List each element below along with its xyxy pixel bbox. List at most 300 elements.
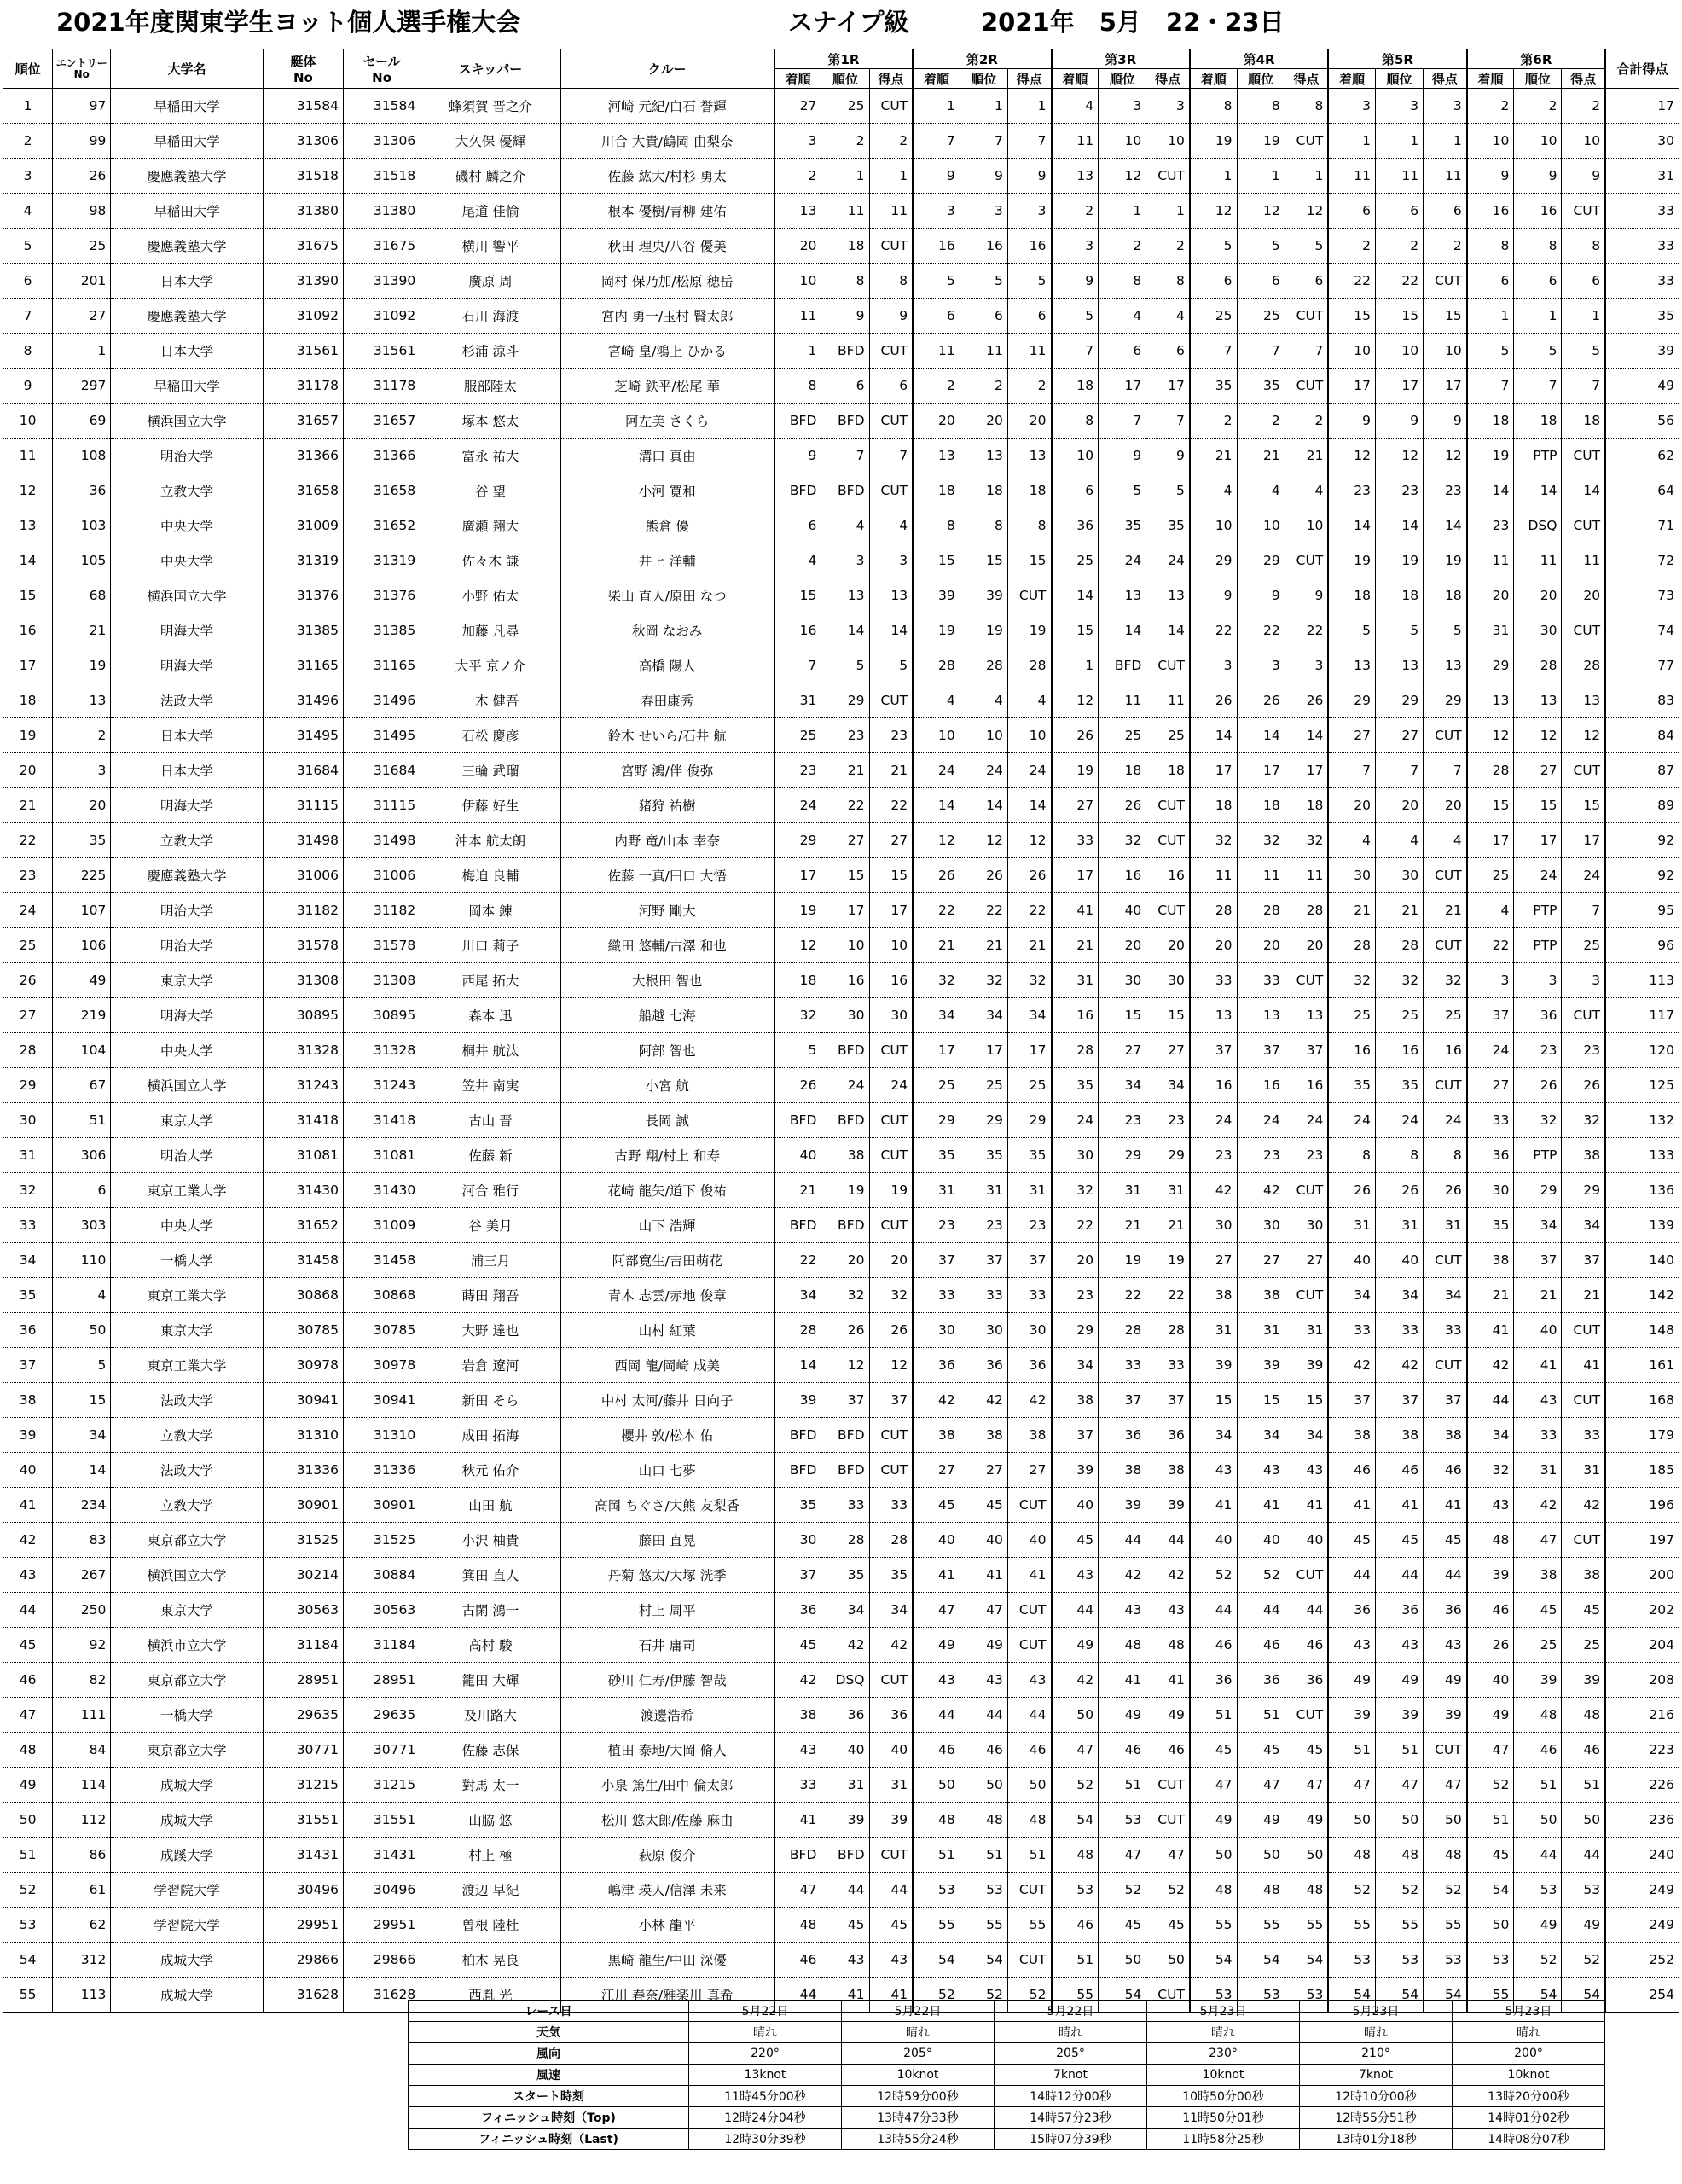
race-1-finish-cell: 17	[774, 858, 821, 893]
col-header-entry-label: エントリー	[55, 56, 107, 69]
race-4-finish-cell: 33	[1190, 963, 1237, 998]
race-3-finish-cell: 48	[1052, 1838, 1099, 1873]
race-2-place-cell: 9	[960, 159, 1007, 194]
race-4-place-cell: 31	[1237, 1313, 1285, 1348]
university-cell: 学習院大学	[111, 1873, 263, 1908]
race-3-place-cell: 9	[1099, 439, 1146, 473]
race-4-points-cell: 2	[1285, 404, 1328, 439]
race-4-points-cell: 8	[1285, 89, 1328, 124]
university-cell: 日本大学	[111, 753, 263, 788]
race-1-points-cell: 22	[869, 788, 913, 823]
table-row	[3, 1278, 1679, 1313]
total-points-cell: 83	[1605, 683, 1679, 718]
race-2-finish-cell: 35	[913, 1138, 960, 1173]
race-3-points-cell: 43	[1146, 1593, 1190, 1628]
race-2-finish-cell: 47	[913, 1593, 960, 1628]
race-2-points-cell: 8	[1007, 508, 1051, 543]
race-2-place-cell: 16	[960, 229, 1007, 264]
sail-no-cell: 30785	[344, 1313, 420, 1348]
race-2-finish-cell: 32	[913, 963, 960, 998]
race-1-points-cell: 5	[869, 648, 913, 683]
race-5-finish-cell: 27	[1328, 718, 1375, 753]
race-6-points-cell: 20	[1562, 578, 1605, 613]
race-1-place-cell: 39	[821, 1803, 869, 1838]
crew-cell: 大根田 智也	[560, 963, 774, 998]
total-points-cell: 95	[1605, 893, 1679, 928]
sail-no-cell: 29635	[344, 1698, 420, 1733]
total-points-cell: 72	[1605, 543, 1679, 578]
col-header-university: 大学名	[111, 49, 263, 89]
race-4-finish-cell: 16	[1190, 1068, 1237, 1103]
race-4-points-cell: 14	[1285, 718, 1328, 753]
sail-no-cell: 31430	[344, 1173, 420, 1208]
race-3-points-cell: 4	[1146, 299, 1190, 334]
race-5-place-cell: 25	[1375, 998, 1423, 1033]
entry-no-cell: 99	[53, 124, 111, 159]
race-2-points-cell: 28	[1007, 648, 1051, 683]
sail-no-cell: 31380	[344, 194, 420, 229]
race-3-place-cell: 33	[1099, 1348, 1146, 1383]
race-6-finish-cell: 9	[1467, 159, 1514, 194]
race-2-place-cell: 48	[960, 1803, 1007, 1838]
race-1-finish-cell: 15	[774, 578, 821, 613]
skipper-cell: 曽根 陸杜	[420, 1908, 560, 1943]
race-1-finish-cell: 8	[774, 369, 821, 404]
race-5-points-cell: CUT	[1424, 858, 1467, 893]
sail-no-cell: 31496	[344, 683, 420, 718]
race-2-points-cell: 41	[1007, 1558, 1051, 1593]
race-info-row	[409, 2043, 1605, 2065]
race-3-points-cell: 24	[1146, 543, 1190, 578]
race-5-place-cell: 39	[1375, 1698, 1423, 1733]
sail-no-cell: 31165	[344, 648, 420, 683]
race-3-place-cell: 16	[1099, 858, 1146, 893]
race-1-finish-cell: 34	[774, 1278, 821, 1313]
sail-no-cell: 31518	[344, 159, 420, 194]
table-row	[3, 1663, 1679, 1698]
skipper-cell: 沖本 航太朗	[420, 823, 560, 858]
race-6-finish-cell: 55	[1467, 1978, 1514, 2013]
skipper-cell: 渡辺 早紀	[420, 1873, 560, 1908]
hull-no-cell: 30563	[263, 1593, 343, 1628]
race-1-points-cell: 32	[869, 1278, 913, 1313]
race-3-place-cell: 3	[1099, 89, 1146, 124]
race-5-finish-cell: 53	[1328, 1943, 1375, 1978]
race-1-place-cell: 38	[821, 1138, 869, 1173]
race-6-points-cell: 37	[1562, 1243, 1605, 1278]
table-row	[3, 858, 1679, 893]
hull-no-cell: 31385	[263, 613, 343, 648]
crew-cell: 岡村 保乃加/松原 穂岳	[560, 264, 774, 299]
race-3-points-cell: 2	[1146, 229, 1190, 264]
race-2-points-cell: 55	[1007, 1908, 1051, 1943]
sail-no-cell: 31495	[344, 718, 420, 753]
race-2-finish-cell: 53	[913, 1873, 960, 1908]
table-row	[3, 334, 1679, 369]
total-points-cell: 125	[1605, 1068, 1679, 1103]
table-row	[3, 439, 1679, 473]
race-1-subheader: 着順	[774, 69, 821, 89]
race-2-place-cell: 43	[960, 1663, 1007, 1698]
crew-cell: 猪狩 祐樹	[560, 788, 774, 823]
race-5-finish-cell: 44	[1328, 1558, 1375, 1593]
rank-cell: 44	[3, 1593, 53, 1628]
sail-no-cell: 29866	[344, 1943, 420, 1978]
race-2-place-cell: 39	[960, 578, 1007, 613]
race-6-points-cell: 18	[1562, 404, 1605, 439]
entry-no-cell: 83	[53, 1523, 111, 1558]
race-5-finish-cell: 48	[1328, 1838, 1375, 1873]
rank-cell: 10	[3, 404, 53, 439]
race-1-finish-cell: BFD	[774, 1418, 821, 1453]
race-2-points-cell: 9	[1007, 159, 1051, 194]
skipper-cell: 尾道 佳愉	[420, 194, 560, 229]
race-5-finish-cell: 10	[1328, 334, 1375, 369]
race-3-place-cell: BFD	[1099, 648, 1146, 683]
skipper-cell: 西尾 拓大	[420, 963, 560, 998]
race-2-place-cell: 11	[960, 334, 1007, 369]
race-1-place-cell: BFD	[821, 1418, 869, 1453]
race-3-points-cell: 13	[1146, 578, 1190, 613]
race-4-subheader: 着順	[1190, 69, 1237, 89]
race-1-place-cell: 4	[821, 508, 869, 543]
crew-cell: 西岡 龍/岡崎 成美	[560, 1348, 774, 1383]
race-5-points-cell: 17	[1424, 369, 1467, 404]
race-info-value-r3: 14時57分23秒	[995, 2107, 1147, 2129]
race-5-points-cell: 52	[1424, 1873, 1467, 1908]
race-2-subheader: 得点	[1007, 69, 1051, 89]
race-4-subheader: 得点	[1285, 69, 1328, 89]
race-2-place-cell: 19	[960, 613, 1007, 648]
race-2-place-cell: 25	[960, 1068, 1007, 1103]
university-cell: 早稲田大学	[111, 89, 263, 124]
race-1-points-cell: CUT	[869, 1418, 913, 1453]
crew-cell: 柴山 直人/原田 なつ	[560, 578, 774, 613]
total-points-cell: 31	[1605, 159, 1679, 194]
race-2-finish-cell: 45	[913, 1488, 960, 1523]
race-6-points-cell: 33	[1562, 1418, 1605, 1453]
race-2-place-cell: 20	[960, 404, 1007, 439]
race-4-points-cell: CUT	[1285, 1558, 1328, 1593]
race-5-place-cell: 14	[1375, 508, 1423, 543]
race-4-finish-cell: 2	[1190, 404, 1237, 439]
race-1-place-cell: 11	[821, 194, 869, 229]
race-6-place-cell: 3	[1514, 963, 1562, 998]
rank-cell: 26	[3, 963, 53, 998]
race-3-finish-cell: 15	[1052, 613, 1099, 648]
race-2-points-cell: 33	[1007, 1278, 1051, 1313]
race-6-points-cell: 46	[1562, 1733, 1605, 1768]
race-3-points-cell: 23	[1146, 1103, 1190, 1138]
hull-no-cell: 31006	[263, 858, 343, 893]
race-3-place-cell: 46	[1099, 1733, 1146, 1768]
university-cell: 東京工業大学	[111, 1173, 263, 1208]
race-4-finish-cell: 40	[1190, 1523, 1237, 1558]
race-5-place-cell: 38	[1375, 1418, 1423, 1453]
race-1-finish-cell: 41	[774, 1803, 821, 1838]
race-6-points-cell: 54	[1562, 1978, 1605, 2013]
rank-cell: 28	[3, 1033, 53, 1068]
race-info-value-r1: 220°	[689, 2043, 842, 2065]
race-5-place-cell: 55	[1375, 1908, 1423, 1943]
race-1-points-cell: CUT	[869, 229, 913, 264]
skipper-cell: 谷 望	[420, 473, 560, 508]
race-1-finish-cell: 16	[774, 613, 821, 648]
table-row	[3, 823, 1679, 858]
race-4-finish-cell: 12	[1190, 194, 1237, 229]
race-1-finish-cell: BFD	[774, 1103, 821, 1138]
race-5-place-cell: 12	[1375, 439, 1423, 473]
race-5-place-cell: 3	[1375, 89, 1423, 124]
race-4-place-cell: 1	[1237, 159, 1285, 194]
skipper-cell: 横川 響平	[420, 229, 560, 264]
race-2-finish-cell: 15	[913, 543, 960, 578]
race-5-finish-cell: 55	[1328, 1908, 1375, 1943]
entry-no-cell: 113	[53, 1978, 111, 2013]
sail-no-cell: 31652	[344, 508, 420, 543]
university-cell: 慶應義塾大学	[111, 299, 263, 334]
sail-no-cell: 30901	[344, 1488, 420, 1523]
hull-no-cell: 31657	[263, 404, 343, 439]
rank-cell: 51	[3, 1838, 53, 1873]
race-5-points-cell: 3	[1424, 89, 1467, 124]
skipper-cell: 小沢 柚貴	[420, 1523, 560, 1558]
race-1-points-cell: 33	[869, 1488, 913, 1523]
race-4-finish-cell: 31	[1190, 1313, 1237, 1348]
race-1-points-cell: 42	[869, 1628, 913, 1663]
race-2-points-cell: 40	[1007, 1523, 1051, 1558]
sail-no-cell: 31006	[344, 858, 420, 893]
hull-no-cell: 30895	[263, 998, 343, 1033]
race-3-points-cell: 50	[1146, 1943, 1190, 1978]
race-4-place-cell: 2	[1237, 404, 1285, 439]
col-header-hull-no: No	[293, 70, 313, 85]
race-info-table	[408, 2000, 1605, 2150]
race-1-place-cell: 30	[821, 998, 869, 1033]
race-3-points-cell: 35	[1146, 508, 1190, 543]
race-6-subheader: 順位	[1514, 69, 1562, 89]
race-4-points-cell: CUT	[1285, 1278, 1328, 1313]
skipper-cell: 石川 海渡	[420, 299, 560, 334]
crew-cell: 石井 庸司	[560, 1628, 774, 1663]
race-3-points-cell: 36	[1146, 1418, 1190, 1453]
table-row	[3, 89, 1679, 124]
race-2-finish-cell: 33	[913, 1278, 960, 1313]
crew-cell: 溝口 真由	[560, 439, 774, 473]
race-4-points-cell: 41	[1285, 1488, 1328, 1523]
race-1-place-cell: 7	[821, 439, 869, 473]
race-info-value-r2: 12時59分00秒	[842, 2086, 995, 2107]
race-info-row	[409, 2001, 1605, 2022]
race-1-finish-cell: BFD	[774, 404, 821, 439]
race-4-place-cell: 53	[1237, 1978, 1285, 2013]
race-2-finish-cell: 48	[913, 1803, 960, 1838]
race-5-finish-cell: 46	[1328, 1453, 1375, 1488]
race-3-finish-cell: 49	[1052, 1628, 1099, 1663]
race-3-place-cell: 19	[1099, 1243, 1146, 1278]
race-1-place-cell: 24	[821, 1068, 869, 1103]
university-cell: 成城大学	[111, 1943, 263, 1978]
race-1-points-cell: 2	[869, 124, 913, 159]
race-1-finish-cell: 3	[774, 124, 821, 159]
race-5-finish-cell: 49	[1328, 1663, 1375, 1698]
race-1-points-cell: CUT	[869, 1103, 913, 1138]
sail-no-cell: 31336	[344, 1453, 420, 1488]
table-row	[3, 683, 1679, 718]
sail-no-cell: 31310	[344, 1418, 420, 1453]
class-name: スナイプ級	[788, 8, 909, 37]
race-6-finish-cell: 44	[1467, 1383, 1514, 1418]
race-4-points-cell: 12	[1285, 194, 1328, 229]
table-row	[3, 159, 1679, 194]
race-3-points-cell: 52	[1146, 1873, 1190, 1908]
race-5-points-cell: CUT	[1424, 264, 1467, 299]
table-row	[3, 124, 1679, 159]
race-3-points-cell: 11	[1146, 683, 1190, 718]
race-5-points-cell: CUT	[1424, 718, 1467, 753]
skipper-cell: 對馬 太一	[420, 1768, 560, 1803]
crew-cell: 芝崎 鉄平/松尾 華	[560, 369, 774, 404]
race-1-place-cell: 37	[821, 1383, 869, 1418]
race-5-finish-cell: 54	[1328, 1978, 1375, 2013]
total-points-cell: 84	[1605, 718, 1679, 753]
race-4-place-cell: 38	[1237, 1278, 1285, 1313]
race-2-points-cell: 31	[1007, 1173, 1051, 1208]
race-6-finish-cell: 7	[1467, 369, 1514, 404]
race-2-place-cell: 49	[960, 1628, 1007, 1663]
race-6-finish-cell: 54	[1467, 1873, 1514, 1908]
col-header-skipper: スキッパー	[420, 49, 560, 89]
race-2-finish-cell: 17	[913, 1033, 960, 1068]
total-points-cell: 208	[1605, 1663, 1679, 1698]
race-2-place-cell: 14	[960, 788, 1007, 823]
race-4-place-cell: 10	[1237, 508, 1285, 543]
race-4-finish-cell: 22	[1190, 613, 1237, 648]
race-info-value-r3: 5月22日	[995, 2001, 1147, 2022]
race-2-finish-cell: 8	[913, 508, 960, 543]
race-5-finish-cell: 18	[1328, 578, 1375, 613]
race-5-place-cell: 26	[1375, 1173, 1423, 1208]
table-row	[3, 998, 1679, 1033]
race-info-value-r4: 11時58分25秒	[1147, 2129, 1300, 2150]
race-4-finish-cell: 1	[1190, 159, 1237, 194]
race-6-points-cell: 12	[1562, 718, 1605, 753]
rank-cell: 35	[3, 1278, 53, 1313]
race-1-finish-cell: 28	[774, 1313, 821, 1348]
race-5-points-cell: 12	[1424, 439, 1467, 473]
race-5-finish-cell: 52	[1328, 1873, 1375, 1908]
rank-cell: 30	[3, 1103, 53, 1138]
race-4-points-cell: CUT	[1285, 124, 1328, 159]
race-3-finish-cell: 45	[1052, 1523, 1099, 1558]
race-5-place-cell: 17	[1375, 369, 1423, 404]
race-info-row	[409, 2107, 1605, 2129]
entry-no-cell: 267	[53, 1558, 111, 1593]
sail-no-cell: 31498	[344, 823, 420, 858]
race-2-points-cell: 29	[1007, 1103, 1051, 1138]
race-4-place-cell: 28	[1237, 893, 1285, 928]
race-3-place-cell: 20	[1099, 928, 1146, 963]
race-4-finish-cell: 44	[1190, 1593, 1237, 1628]
race-3-place-cell: 31	[1099, 1173, 1146, 1208]
crew-cell: 中村 太河/藤井 日向子	[560, 1383, 774, 1418]
race-3-place-cell: 42	[1099, 1558, 1146, 1593]
race-6-points-cell: 41	[1562, 1348, 1605, 1383]
race-1-place-cell: 16	[821, 963, 869, 998]
race-5-subheader: 順位	[1375, 69, 1423, 89]
table-row	[3, 1068, 1679, 1103]
race-2-finish-cell: 50	[913, 1768, 960, 1803]
race-1-finish-cell: 37	[774, 1558, 821, 1593]
table-row	[3, 963, 1679, 998]
race-4-place-cell: 20	[1237, 928, 1285, 963]
race-2-place-cell: 10	[960, 718, 1007, 753]
table-row	[3, 508, 1679, 543]
race-5-points-cell: 25	[1424, 998, 1467, 1033]
race-1-finish-cell: 32	[774, 998, 821, 1033]
rank-cell: 29	[3, 1068, 53, 1103]
race-6-place-cell: 52	[1514, 1943, 1562, 1978]
total-points-cell: 185	[1605, 1453, 1679, 1488]
race-6-place-cell: 51	[1514, 1768, 1562, 1803]
hull-no-cell: 31366	[263, 439, 343, 473]
race-2-finish-cell: 19	[913, 613, 960, 648]
race-6-subheader: 得点	[1562, 69, 1605, 89]
race-2-points-cell: 35	[1007, 1138, 1051, 1173]
race-info-value-r1: 11時45分00秒	[689, 2086, 842, 2107]
sail-no-cell: 30496	[344, 1873, 420, 1908]
race-1-place-cell: 27	[821, 823, 869, 858]
skipper-cell: 梅迫 良輔	[420, 858, 560, 893]
skipper-cell: 小野 佑太	[420, 578, 560, 613]
race-6-finish-cell: 43	[1467, 1488, 1514, 1523]
race-2-place-cell: 33	[960, 1278, 1007, 1313]
entry-no-cell: 234	[53, 1488, 111, 1523]
race-3-finish-cell: 8	[1052, 404, 1099, 439]
race-6-finish-cell: 51	[1467, 1803, 1514, 1838]
sail-no-cell: 31243	[344, 1068, 420, 1103]
race-4-points-cell: 6	[1285, 264, 1328, 299]
race-1-place-cell: 25	[821, 89, 869, 124]
race-2-finish-cell: 3	[913, 194, 960, 229]
race-6-place-cell: 17	[1514, 823, 1562, 858]
race-5-finish-cell: 41	[1328, 1488, 1375, 1523]
race-6-points-cell: CUT	[1562, 194, 1605, 229]
race-6-points-cell: 38	[1562, 1558, 1605, 1593]
race-1-finish-cell: 38	[774, 1698, 821, 1733]
race-info-value-r2: 205°	[842, 2043, 995, 2065]
race-5-points-cell: 16	[1424, 1033, 1467, 1068]
hull-no-cell: 30868	[263, 1278, 343, 1313]
race-6-finish-cell: 33	[1467, 1103, 1514, 1138]
race-1-place-cell: 42	[821, 1628, 869, 1663]
entry-no-cell: 35	[53, 823, 111, 858]
table-row	[3, 299, 1679, 334]
race-info-row	[409, 2086, 1605, 2107]
total-points-cell: 196	[1605, 1488, 1679, 1523]
sail-no-cell: 30884	[344, 1558, 420, 1593]
university-cell: 東京都立大学	[111, 1523, 263, 1558]
race-3-finish-cell: 26	[1052, 718, 1099, 753]
race-4-points-cell: 18	[1285, 788, 1328, 823]
crew-cell: 高岡 ちぐさ/大熊 友梨香	[560, 1488, 774, 1523]
race-6-points-cell: 17	[1562, 823, 1605, 858]
sail-no-cell: 30868	[344, 1278, 420, 1313]
race-5-finish-cell: 39	[1328, 1698, 1375, 1733]
hull-no-cell: 29635	[263, 1698, 343, 1733]
race-5-place-cell: 30	[1375, 858, 1423, 893]
race-4-finish-cell: 38	[1190, 1278, 1237, 1313]
